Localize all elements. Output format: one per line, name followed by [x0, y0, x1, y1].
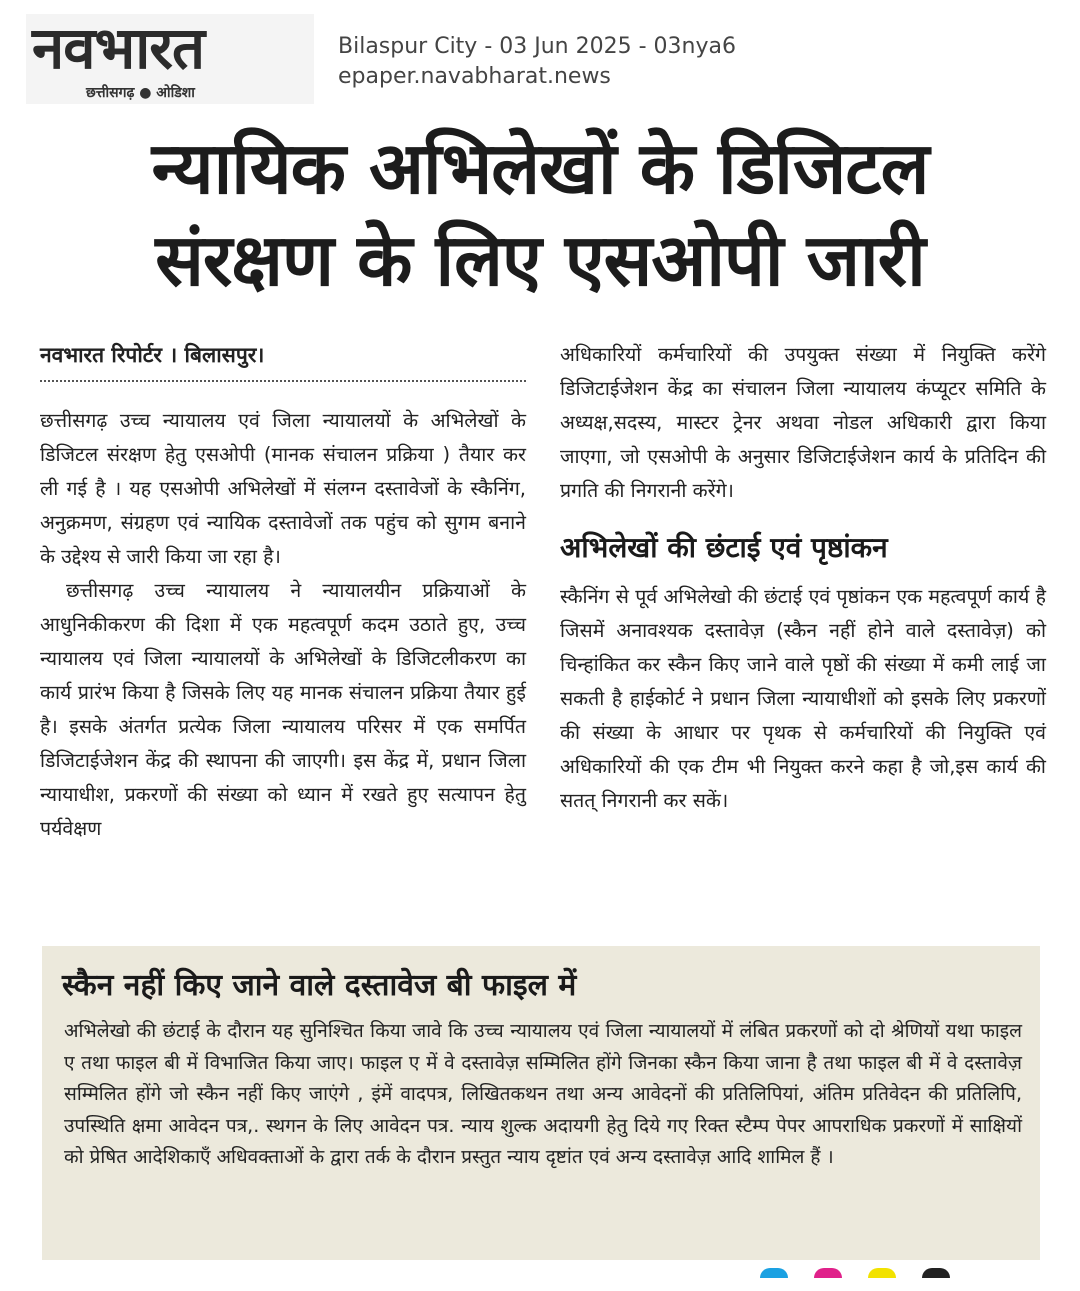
article-column-right: [560, 338, 1046, 818]
headline-line-2: संरक्षण के लिए एसओपी जारी: [155, 218, 925, 302]
article-column-left: [40, 338, 526, 846]
paragraph-2: छत्तीसगढ़ उच्च न्यायालय ने न्यायालयीन प्रक्रियाओं के आधुनिकीकरण की दिशा में एक महत्वपूर्ण कदम उठाते हुए, उच्च न्यायालय एवं जिला न्यायालयों के अभिलेखों के डिजिटलीकरण का कार्य प्रारंभ किया है जिसके लिए यह मानक संचालन प्रक्रिया तैयार हुई है। इसके अंतर्गत प्रत्येक जिला न्यायालय परिसर में एक समर्पित डिजिटाईजेशन केंद्र की स्थापना की जाएगी। इस केंद्र में, प्रधान जिला न्यायाधीश, प्रकरणों की संख्या को ध्यान में रखते हुए सत्यापन हेतु पर्यवेक्षण: [40, 579, 526, 840]
paragraph-1: छत्तीसगढ़ उच्च न्यायालय एवं जिला न्यायालयों के अभिलेखों के डिजिटल संरक्षण हेतु एसओपी (मानक संचालन प्रक्रिया ) तैयार कर ली गई है । यह एसओपी अभिलेखों में संलग्न दस्तावेजों के स्कैनिंग, अनुक्रमण, संग्रहण एवं न्यायिक दस्तावेजों तक पहुंच को सुगम बनाने के उद्देश्य से जारी किया जा रहा है।: [40, 409, 526, 568]
edition-line: Bilaspur City - 03 Jun 2025 - 03nya6: [338, 34, 736, 59]
paragraph-3: अधिकारियों कर्मचारियों की उपयुक्त संख्या में नियुक्ति करेंगे डिजिटाईजेशन केंद्र का संचालन जिला न्यायालय कंप्यूटर समिति के अध्यक्ष,सदस्य, मास्टर ट्रेनर अथवा नोडल अधिकारी द्वारा किया जाएगा, जो एसओपी के अनुसार डिजिटाईजेशन कार्य के प्रतिदिन की प्रगति की निगरानी करेंगे।: [560, 343, 1046, 502]
box-text: अभिलेखो की छंटाई के दौरान यह सुनिश्चित किया जावे कि उच्च न्यायालय एवं जिला न्यायालयों में लंबित प्रकरणों को दो श्रेणियों यथा फाइल ए तथा फाइल बी में विभाजित किया जाए। फाइल ए में वे दस्तावेज़ सम्मिलित होंगे जिनका स्कैन किया जाना है तथा फाइल बी में वे दस्तावेज़ सम्मिलित होंगे जो स्कैन नहीं किए जाएंगे , इंमें वादपत्र, लिखितकथन तथा अन्य आवेदनों की प्रतिलिपियां, अंतिम प्रतिवेदन की प्रतिलिपि, उपस्थिति क्षमा आवेदन पत्र,. स्थगन के लिए आवेदन पत्र. न्याय शुल्क अदायगी हेतु दिये गए रिक्त स्टैम्प पेपर आपराधिक प्रकरणों में साक्षियों को प्रेषित आदेशिकाएँ अधिवक्ताओं के द्वारा तर्क के दौरान प्रस्तुत न्याय दृष्टांत एवं अन्य दस्तावेज़ आदि शामिल हैं ।: [64, 1020, 1022, 1168]
magenta-mark: [814, 1268, 842, 1278]
logo-subtitle: छत्तीसगढ़ ● ओडिशा: [86, 85, 195, 101]
yellow-mark: [868, 1268, 896, 1278]
cyan-mark: [760, 1268, 788, 1278]
logo-text: नवभारत: [32, 14, 205, 82]
paragraph-4: स्कैनिंग से पूर्व अभिलेखो की छंटाई एवं पृष्ठांकन एक महत्वपूर्ण कार्य है जिसमें अनावश्यक दस्तावेज़ (स्कैन नहीं होने वाले दस्तावेज़) को चिन्हांकित कर स्कैन किए जाने वाले पृष्ठों की संख्या में कमी लाई जा सकती है हाईकोर्ट ने प्रधान जिला न्यायाधीशों को इसके लिए प्रकरणों की संख्या के आधार पर पृथक से कर्मचारियों की नियुक्ति एवं अधिकारियों की एक टीम भी नियुक्त करने कहा है जो,इस कार्य की सतत् निगरानी कर सकें।: [560, 585, 1046, 812]
highlight-box: [42, 946, 1040, 1260]
dateline: नवभारत रिपोर्टर । बिलासपुर।: [40, 338, 526, 382]
newspaper-logo: [26, 14, 314, 104]
section-subhead: अभिलेखों की छंटाई एवं पृष्ठांकन: [560, 531, 888, 564]
edition-info: [338, 32, 736, 92]
print-color-marks: [760, 1268, 950, 1278]
masthead: [26, 14, 316, 106]
epaper-url: epaper.navabharat.news: [338, 64, 611, 89]
black-mark: [922, 1268, 950, 1278]
headline-line-1: न्यायिक अभिलेखों के डिजिटल: [151, 126, 929, 210]
headline: [30, 122, 1050, 306]
box-title: स्कैन नहीं किए जाने वाले दस्तावेज बी फाइल में: [62, 968, 577, 1003]
